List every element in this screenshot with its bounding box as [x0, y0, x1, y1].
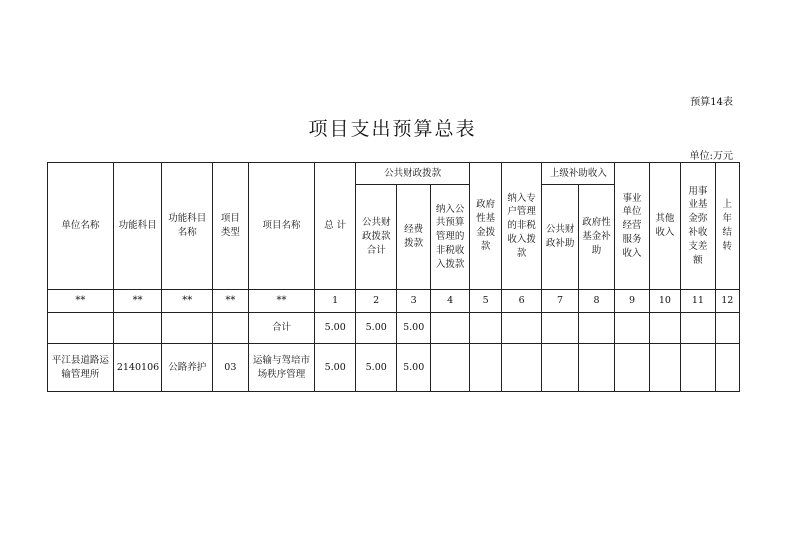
index-cell: ** — [162, 290, 213, 313]
row-func-code: 2140106 — [113, 344, 162, 392]
row-fee: 5.00 — [397, 344, 430, 392]
total-label: 合计 — [248, 313, 315, 344]
row-special-nontax — [501, 344, 542, 392]
total-biz-service — [615, 313, 649, 344]
total-public-fiscal: 5.00 — [355, 313, 397, 344]
index-cell: 4 — [430, 290, 470, 313]
unit-label: 单位:万元 — [689, 151, 733, 162]
index-cell: 7 — [542, 290, 578, 313]
index-cell: 11 — [681, 290, 715, 313]
total-func-name — [162, 313, 213, 344]
header-proj-type: 项目类型 — [213, 163, 248, 290]
header-upper-public: 公共财政补助 — [542, 185, 578, 290]
total-carryover — [715, 313, 739, 344]
index-cell: 12 — [715, 290, 739, 313]
total-special-nontax — [501, 313, 542, 344]
header-public-fiscal-total: 公共财政拨款合计 — [355, 185, 397, 290]
header-fee: 经费拨款 — [397, 185, 430, 290]
header-upper-gov-fund: 政府性基金补助 — [578, 185, 614, 290]
index-cell: 6 — [501, 290, 542, 313]
row-nontax-budget — [430, 344, 470, 392]
row-biz-service — [615, 344, 649, 392]
row-other-income — [649, 344, 680, 392]
total-nontax-budget — [430, 313, 470, 344]
row-fund-makeup — [681, 344, 715, 392]
table-row — [48, 344, 740, 392]
total-total: 5.00 — [315, 313, 356, 344]
index-cell: 2 — [355, 290, 397, 313]
index-cell: 8 — [578, 290, 614, 313]
row-proj-name: 运输与驾培市场秩序管理 — [248, 344, 315, 392]
total-gov-fund — [470, 313, 501, 344]
total-fee: 5.00 — [397, 313, 430, 344]
index-cell: 1 — [315, 290, 356, 313]
header-func-code: 功能科目 — [113, 163, 162, 290]
row-upper-public — [542, 344, 578, 392]
header-special-nontax: 纳入专户管理的非税收入拨款 — [501, 163, 542, 290]
header-gov-fund: 政府性基金拨款 — [470, 163, 501, 290]
row-unit-name: 平江县道路运输管理所 — [48, 344, 114, 392]
header-other-income: 其他收入 — [649, 163, 680, 290]
header-nontax-budget: 纳入公共预算管理的非税收入拨款 — [430, 185, 470, 290]
index-cell: 10 — [649, 290, 680, 313]
total-other-income — [649, 313, 680, 344]
index-cell: ** — [113, 290, 162, 313]
header-row-1 — [48, 163, 740, 185]
total-proj-type — [213, 313, 248, 344]
index-cell: ** — [48, 290, 114, 313]
index-row — [48, 290, 740, 313]
index-cell: ** — [213, 290, 248, 313]
row-func-name: 公路养护 — [162, 344, 213, 392]
row-gov-fund — [470, 344, 501, 392]
header-fund-makeup: 用事业基金弥补收支差额 — [681, 163, 715, 290]
row-public-fiscal: 5.00 — [355, 344, 397, 392]
index-cell: 9 — [615, 290, 649, 313]
header-upper-subsidy: 上级补助收入 — [542, 163, 615, 185]
header-proj-name: 项目名称 — [248, 163, 315, 290]
row-total: 5.00 — [315, 344, 356, 392]
index-cell: 3 — [397, 290, 430, 313]
header-total: 总 计 — [315, 163, 356, 290]
form-number: 预算14表 — [690, 97, 733, 108]
header-carryover: 上年结转 — [715, 163, 739, 290]
row-proj-type: 03 — [213, 344, 248, 392]
header-biz-service: 事业单位经营服务收入 — [615, 163, 649, 290]
total-row — [48, 313, 740, 344]
total-fund-makeup — [681, 313, 715, 344]
page-title: 项目支出预算总表 — [308, 118, 477, 140]
total-upper-gov-fund — [578, 313, 614, 344]
total-func-code — [113, 313, 162, 344]
header-public-fiscal: 公共财政拨款 — [355, 163, 469, 185]
header-unit-name: 单位名称 — [48, 163, 114, 290]
row-upper-gov-fund — [578, 344, 614, 392]
total-unit-name — [48, 313, 114, 344]
budget-table — [47, 162, 740, 392]
header-func-name: 功能科目名称 — [162, 163, 213, 290]
row-carryover — [715, 344, 739, 392]
index-cell: 5 — [470, 290, 501, 313]
index-cell: ** — [248, 290, 315, 313]
total-upper-public — [542, 313, 578, 344]
